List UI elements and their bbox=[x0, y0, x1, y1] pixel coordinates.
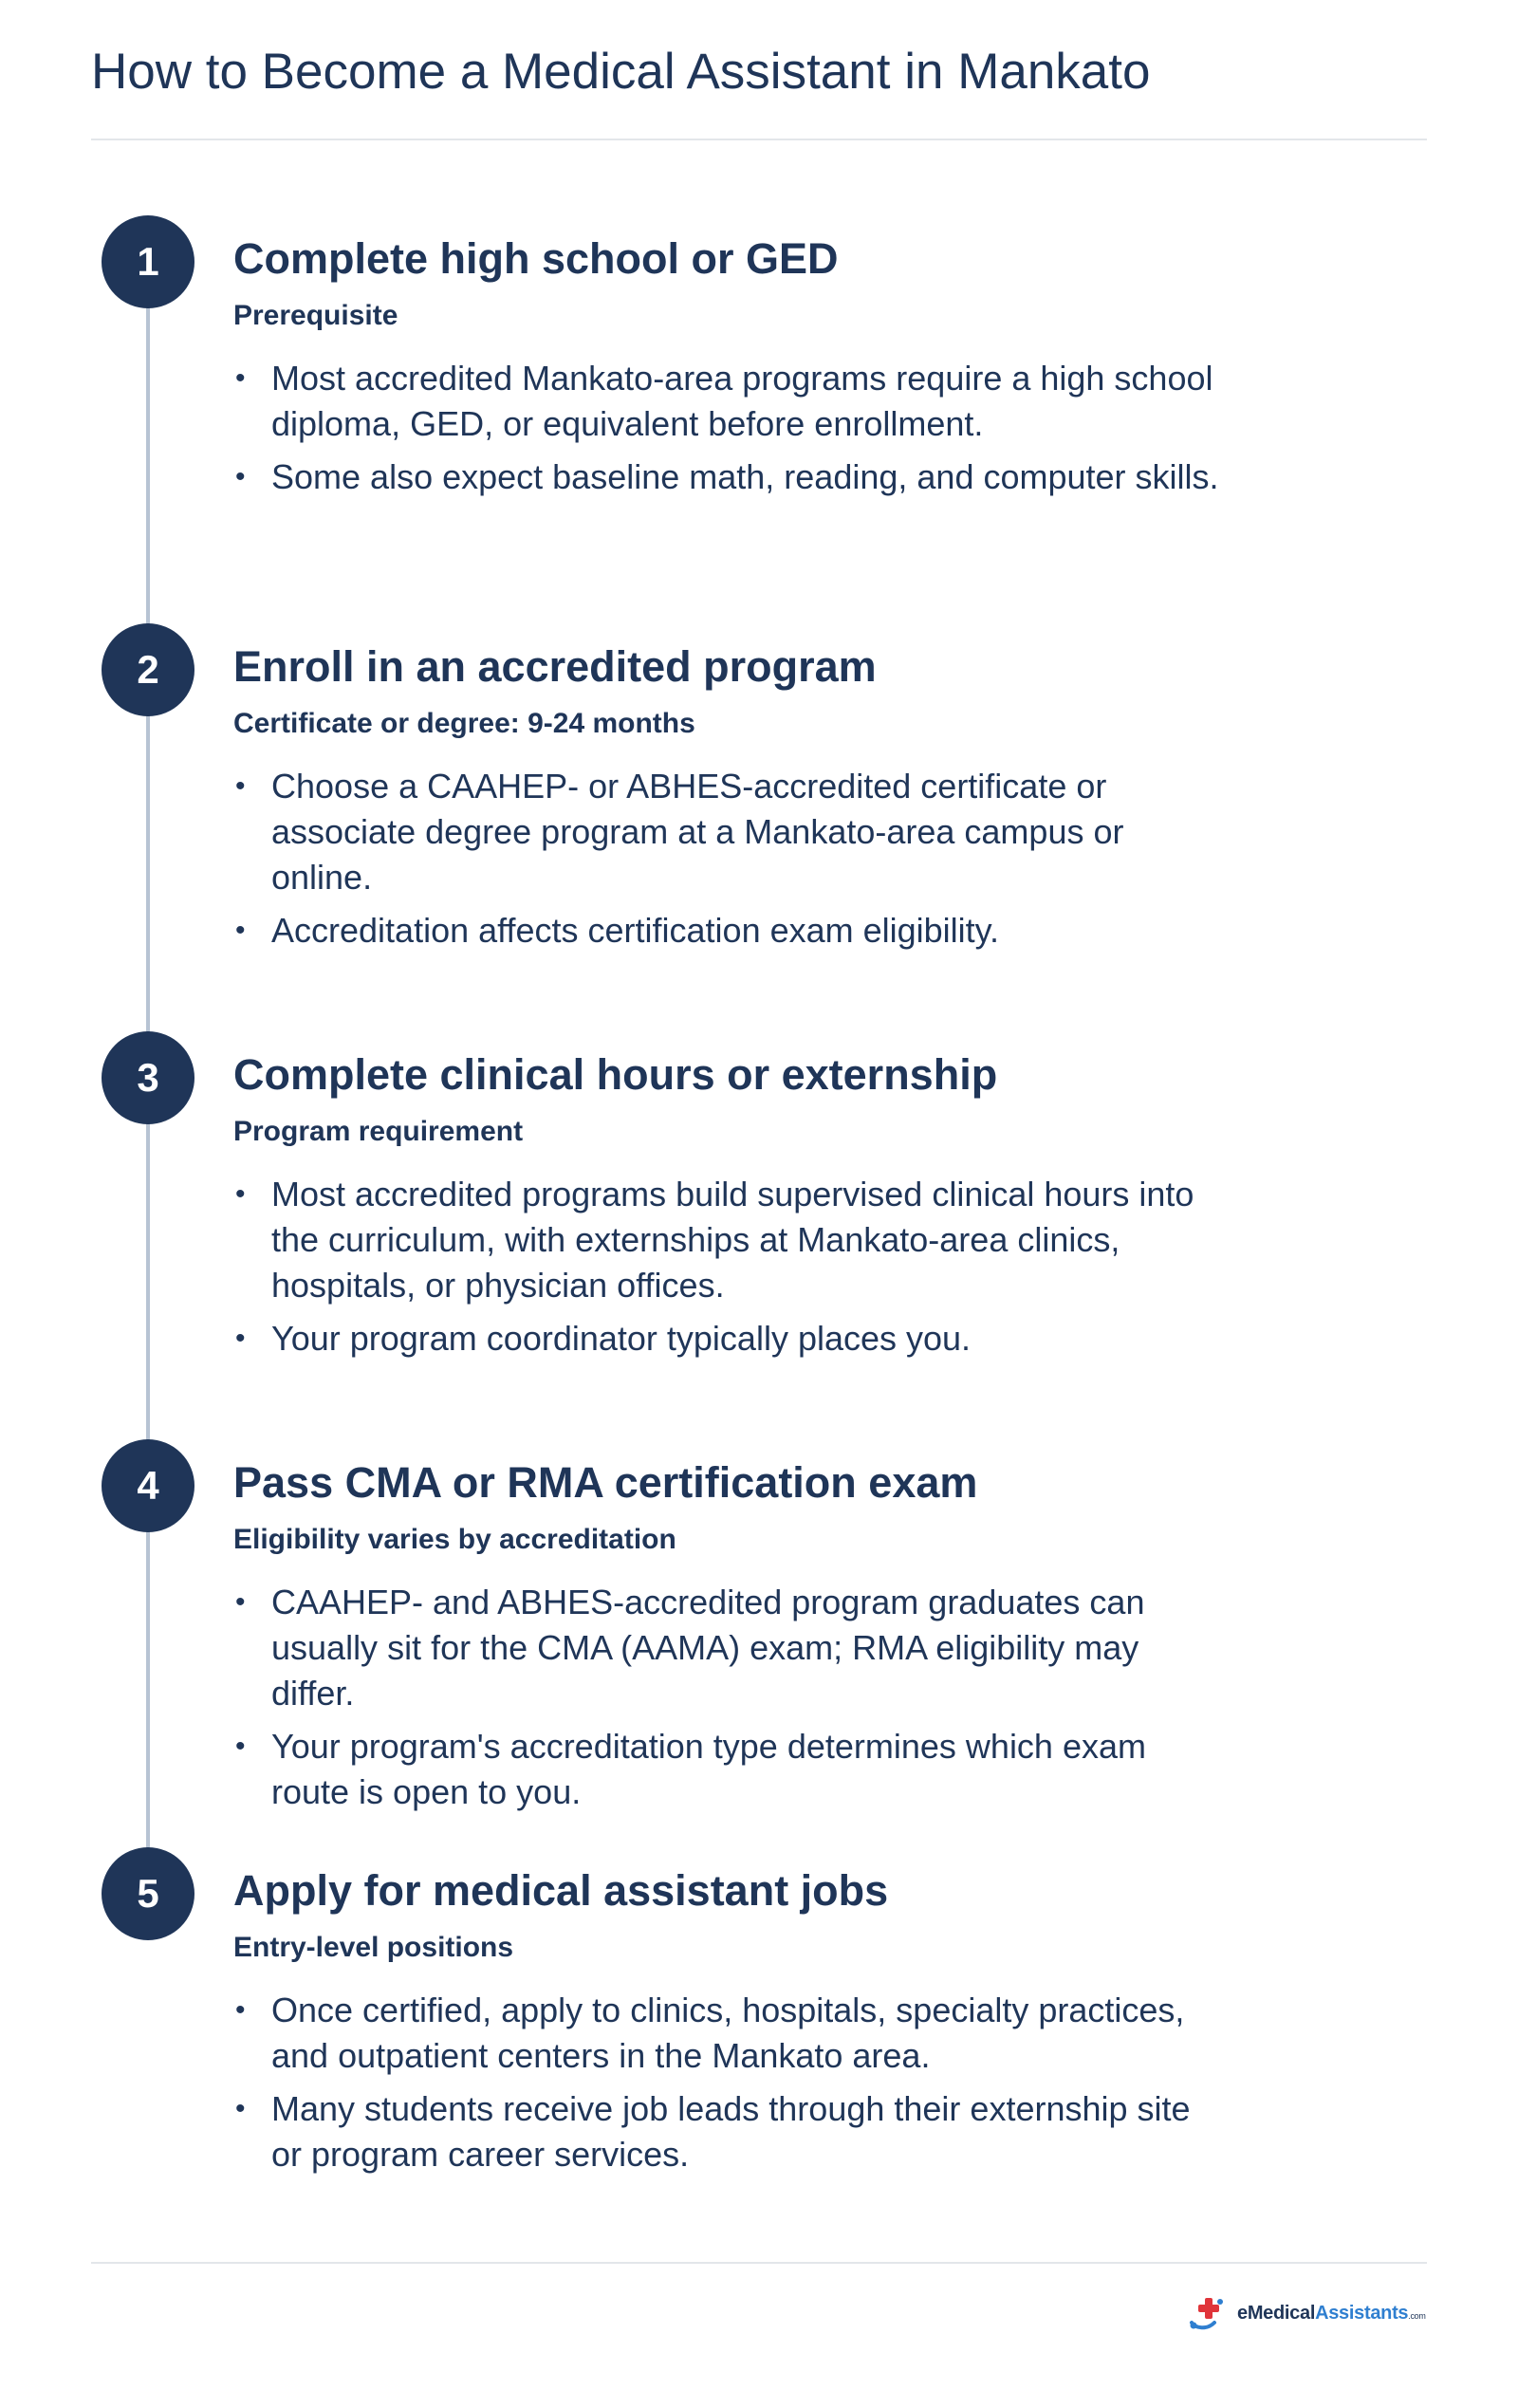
step-subtitle: Prerequisite bbox=[233, 300, 398, 331]
step-bullet-list bbox=[233, 356, 1220, 508]
step-number-badge: 4 bbox=[102, 1439, 194, 1532]
bullet-text: Accreditation affects certification exam eligibility. bbox=[271, 911, 1000, 950]
logo-text-part1: eMedical bbox=[1237, 2302, 1316, 2324]
brand-logo[interactable] bbox=[1186, 2294, 1426, 2332]
bullet-text: Your program coordinator typically places you. bbox=[271, 1319, 972, 1358]
step-number-badge: 5 bbox=[102, 1847, 194, 1940]
bullet-dot-icon: • bbox=[235, 1323, 246, 1354]
step-subtitle: Entry-level positions bbox=[233, 1932, 514, 1963]
bullet-dot-icon: • bbox=[235, 362, 246, 394]
step-title: Complete high school or GED bbox=[233, 234, 839, 283]
bullet-item bbox=[233, 1988, 1220, 2079]
step-number-badge: 1 bbox=[102, 215, 194, 308]
bullet-item bbox=[233, 2086, 1220, 2177]
step-bullet-list bbox=[233, 1172, 1220, 1369]
bullet-item bbox=[233, 356, 1220, 447]
bullet-text: Some also expect baseline math, reading, and computer skills. bbox=[271, 457, 1219, 496]
step-number-badge: 3 bbox=[102, 1031, 194, 1124]
bullet-dot-icon: • bbox=[235, 770, 246, 802]
bullet-dot-icon: • bbox=[235, 1178, 246, 1210]
bullet-dot-icon: • bbox=[235, 1586, 246, 1618]
step-title: Pass CMA or RMA certification exam bbox=[233, 1458, 978, 1507]
step-bullet-list bbox=[233, 764, 1220, 961]
footer-divider bbox=[91, 2262, 1427, 2264]
logo-text-suffix: .com bbox=[1408, 2310, 1426, 2321]
bullet-item bbox=[233, 1724, 1220, 1815]
bullet-item bbox=[233, 764, 1220, 900]
logo-text-part2: Assistants bbox=[1315, 2302, 1409, 2324]
logo-wordmark bbox=[1237, 2303, 1426, 2325]
bullet-dot-icon: • bbox=[235, 915, 246, 946]
step-bullet-list bbox=[233, 1988, 1220, 2185]
step-bullet-list bbox=[233, 1580, 1220, 1823]
bullet-dot-icon: • bbox=[235, 2093, 246, 2124]
step-subtitle: Eligibility varies by accreditation bbox=[233, 1524, 676, 1555]
bullet-text: CAAHEP- and ABHES-accredited program graduates can usually sit for the CMA (AAMA) exam; RMA eligibility may differ. bbox=[271, 1583, 1145, 1713]
bullet-dot-icon: • bbox=[235, 461, 246, 492]
bullet-item bbox=[233, 1172, 1220, 1308]
bullet-text: Once certified, apply to clinics, hospitals, specialty practices, and outpatient centers in the Mankato area. bbox=[271, 1991, 1185, 2075]
step-title: Complete clinical hours or externship bbox=[233, 1050, 998, 1099]
bullet-item bbox=[233, 1580, 1220, 1716]
header-divider bbox=[91, 139, 1427, 140]
bullet-text: Many students receive job leads through their externship site or program career services. bbox=[271, 2089, 1191, 2174]
bullet-text: Most accredited Mankato-area programs require a high school diploma, GED, or equivalent before enrollment. bbox=[271, 359, 1213, 443]
bullet-text: Most accredited programs build supervised clinical hours into the curriculum, with externships at Mankato-area clinics, hospitals, or physician offices. bbox=[271, 1175, 1194, 1305]
step-subtitle: Certificate or degree: 9-24 months bbox=[233, 708, 695, 739]
medical-cross-logo-icon bbox=[1186, 2294, 1231, 2332]
bullet-dot-icon: • bbox=[235, 1994, 246, 2026]
bullet-text: Your program's accreditation type determines which exam route is open to you. bbox=[271, 1727, 1146, 1811]
bullet-dot-icon: • bbox=[235, 1731, 246, 1762]
bullet-item bbox=[233, 1316, 1220, 1361]
step-number-badge: 2 bbox=[102, 623, 194, 716]
bullet-item bbox=[233, 454, 1220, 500]
step-title: Enroll in an accredited program bbox=[233, 642, 877, 691]
step-title: Apply for medical assistant jobs bbox=[233, 1866, 889, 1915]
page-title: How to Become a Medical Assistant in Mankato bbox=[91, 44, 1151, 100]
bullet-item bbox=[233, 908, 1220, 954]
step-subtitle: Program requirement bbox=[233, 1116, 524, 1147]
bullet-text: Choose a CAAHEP- or ABHES-accredited certificate or associate degree program at a Mankato-area campus or online. bbox=[271, 767, 1124, 897]
